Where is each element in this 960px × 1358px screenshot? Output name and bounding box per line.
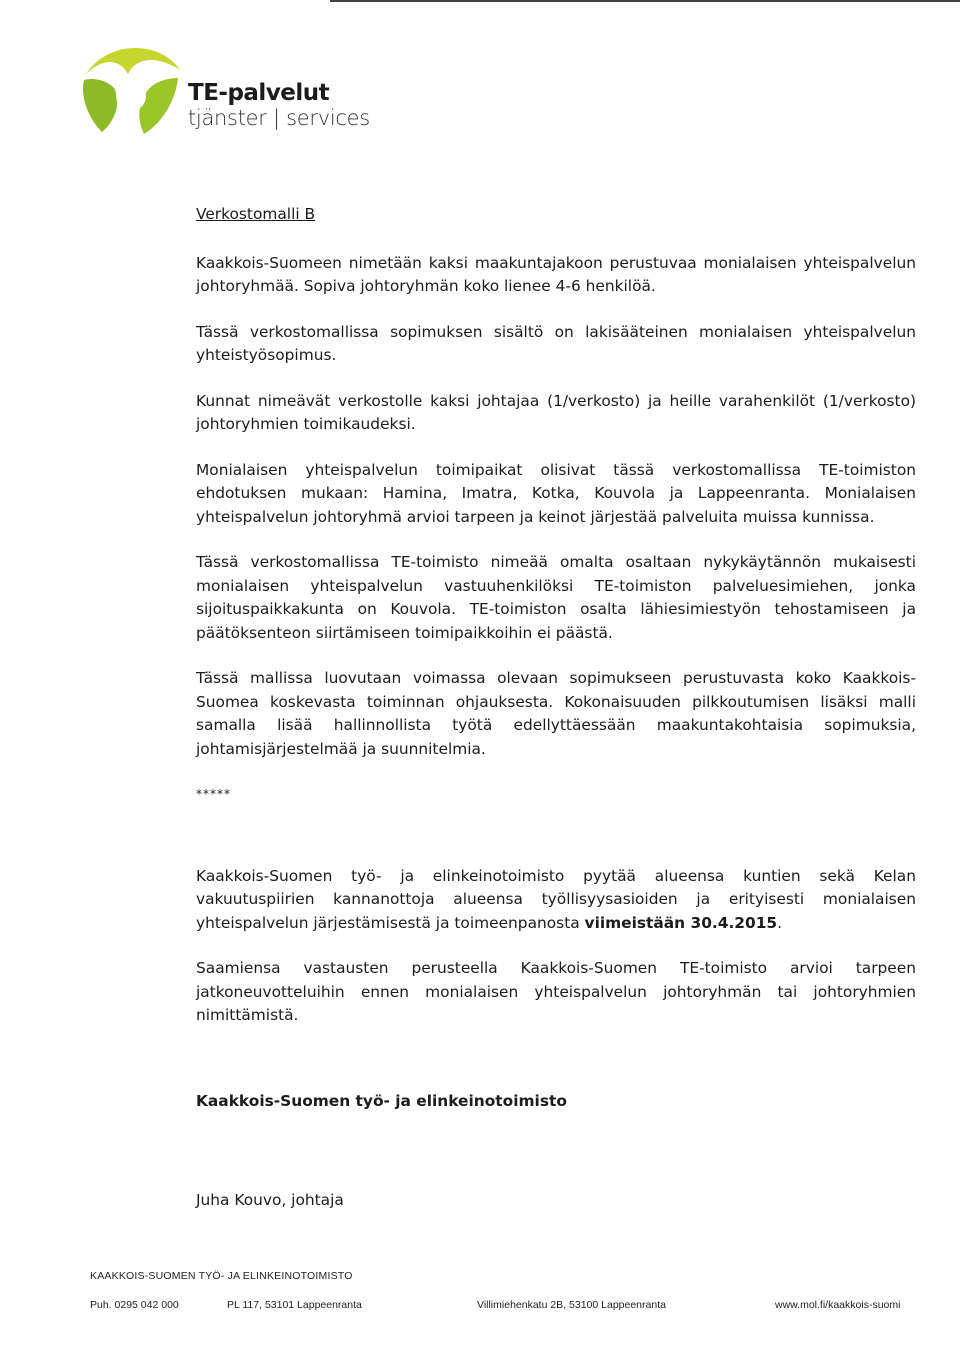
paragraph-sopimus: Tässä verkostomallissa sopimuksen sisältö on lakisääteinen monialaisen yhteispalvelun yhteistyösopimus. [196,322,916,364]
signatory: Juha Kouvo, johtaja [196,1191,344,1209]
paragraph-request [196,865,916,936]
request-end: . [777,913,783,932]
paragraph-toimipaikat: Monialaisen yhteispalvelun toimipaikat olisivat tässä verkostomallissa TE-toimiston ehdotuksen mukaan: Hamina, Imatra, Kotka, Kouvola ja Lappeenranta. Monialaisen yhteispalvelun johtoryhmä arvioi tarpeen ja keinot järjestää palveluita muissa kunnissa. [196,460,916,526]
footer-phone: Puh. 0295 042 000 [90,1299,179,1311]
deadline: viimeistään 30.4.2015 [584,913,778,932]
letter-body [196,203,916,1213]
letter-heading: Verkostomalli B [196,205,316,223]
request-text: Kaakkois-Suomen työ- ja elinkeinotoimisto pyytää alueensa kuntien sekä Kelan vakuutuspiirien kannanottoja alueensa työllisyysasioiden ja erityisesti monialaisen yhteispalvelun järjestämisestä ja toimeenpanosta [196,866,916,932]
brand-tagline: tjänster | services [188,106,370,130]
paragraph-closing: Saamiensa vastausten perusteella Kaakkois-Suomen TE-toimisto arvioi tarpeen jatkoneuvotteluihin ennen monialaisen yhteispalvelun johtoryhmän tai johtoryhmien nimittämistä. [196,959,916,1024]
brand-name: TE-palvelut [188,80,330,106]
paragraph-vastuuhenkilo: Tässä verkostomallissa TE-toimisto nimeää omalta osaltaan nykykäytännön mukaisesti monialaisen yhteispalvelun vastuuhenkilöksi TE-toimiston palveluesimiehen, jonka sijoituspaikkakunta on Kouvola. TE-toimiston osalta lähiesimiestyön tehostamiseen ja päätöksenteon siirtämiseen toimipaikkoihin ei päästä. [196,553,916,642]
sender-organization: Kaakkois-Suomen työ- ja elinkeinotoimisto [196,1091,567,1110]
footer-organization: KAAKKOIS-SUOMEN TYÖ- JA ELINKEINOTOIMISTO [90,1270,353,1282]
te-palvelut-logo-icon [78,44,186,140]
separator-stars: ***** [196,787,231,801]
paragraph-ohjaus: Tässä mallissa luovutaan voimassa olevaan sopimukseen perustuvasta koko Kaakkois-Suomea koskevasta toiminnan ohjauksesta. Kokonaisuuden pilkkoutumisen lisäksi malli samalla lisää hallinnollista työtä edellyttäessään maakuntakohtaisia sopimuksia, johtamisjärjestelmää ja suunnitelmia. [196,669,916,758]
footer-po-box: PL 117, 53101 Lappeenranta [227,1299,362,1311]
paragraph-johtajat: Kunnat nimeävät verkostolle kaksi johtajaa (1/verkosto) ja heille varahenkilöt (1/verkosto) johtoryhmien toimikaudeksi. [196,391,916,433]
scan-edge-line [330,0,960,2]
footer-street-address: Villimiehenkatu 2B, 53100 Lappeenranta [477,1299,666,1311]
footer-website-link[interactable]: www.mol.fi/kaakkois-suomi [775,1299,901,1311]
paragraph-johtoryhmat: Kaakkois-Suomeen nimetään kaksi maakuntajakoon perustuvaa monialaisen yhteispalvelun johtoryhmää. Sopiva johtoryhmän koko lienee 4-6 henkilöä. [196,253,916,295]
